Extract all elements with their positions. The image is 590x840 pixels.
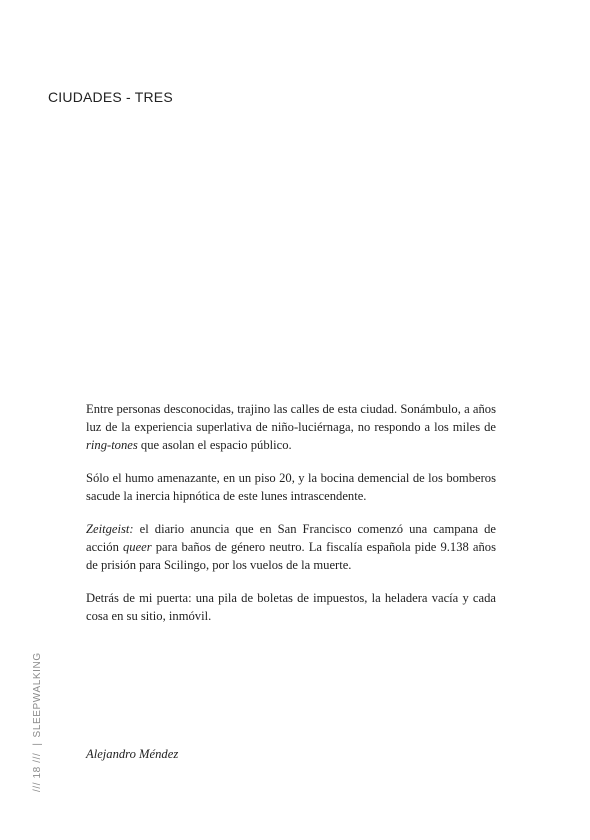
paragraph-3-italic-a: Zeitgeist: xyxy=(86,522,134,536)
vertical-page-marker xyxy=(32,652,44,792)
separator: | xyxy=(32,742,43,746)
paragraph-3-text-a: el diario anuncia que en San Francisco comenzó una campana de acción xyxy=(86,522,496,554)
paragraph-1-italic: ring-tones xyxy=(86,438,138,452)
paragraph-3 xyxy=(86,520,496,574)
paragraph-1-text-a: Entre personas desconocidas, trajino las calles de esta ciudad. Sonámbulo, a años luz de la experiencia superlativa de niño-luciérnaga, no respondo a los miles de xyxy=(86,402,496,434)
publication-name: SLEEPWALKING xyxy=(32,652,43,738)
page-title: CIUDADES - TRES xyxy=(48,89,173,105)
paragraph-4: Detrás de mi puerta: una pila de boletas de impuestos, la heladera vacía y cada cosa en su sitio, inmóvil. xyxy=(86,591,496,623)
article-body xyxy=(86,400,496,640)
paragraph-1 xyxy=(86,400,496,454)
paragraph-1-text-b: que asolan el espacio público. xyxy=(137,438,292,452)
paragraph-3-italic-b: queer xyxy=(122,540,152,554)
paragraph-2: Sólo el humo amenazante, en un piso 20, y la bocina demencial de los bomberos sacude la inercia hipnótica de este lunes intrascendente. xyxy=(86,471,496,503)
paragraph-3-text-b: para baños de género neutro. La fiscalía española pide 9.138 años de prisión para Scilingo, por los vuelos de la muerte. xyxy=(86,540,497,572)
author-signature: Alejandro Méndez xyxy=(86,747,179,761)
page-number: /// 18 /// xyxy=(32,752,43,792)
